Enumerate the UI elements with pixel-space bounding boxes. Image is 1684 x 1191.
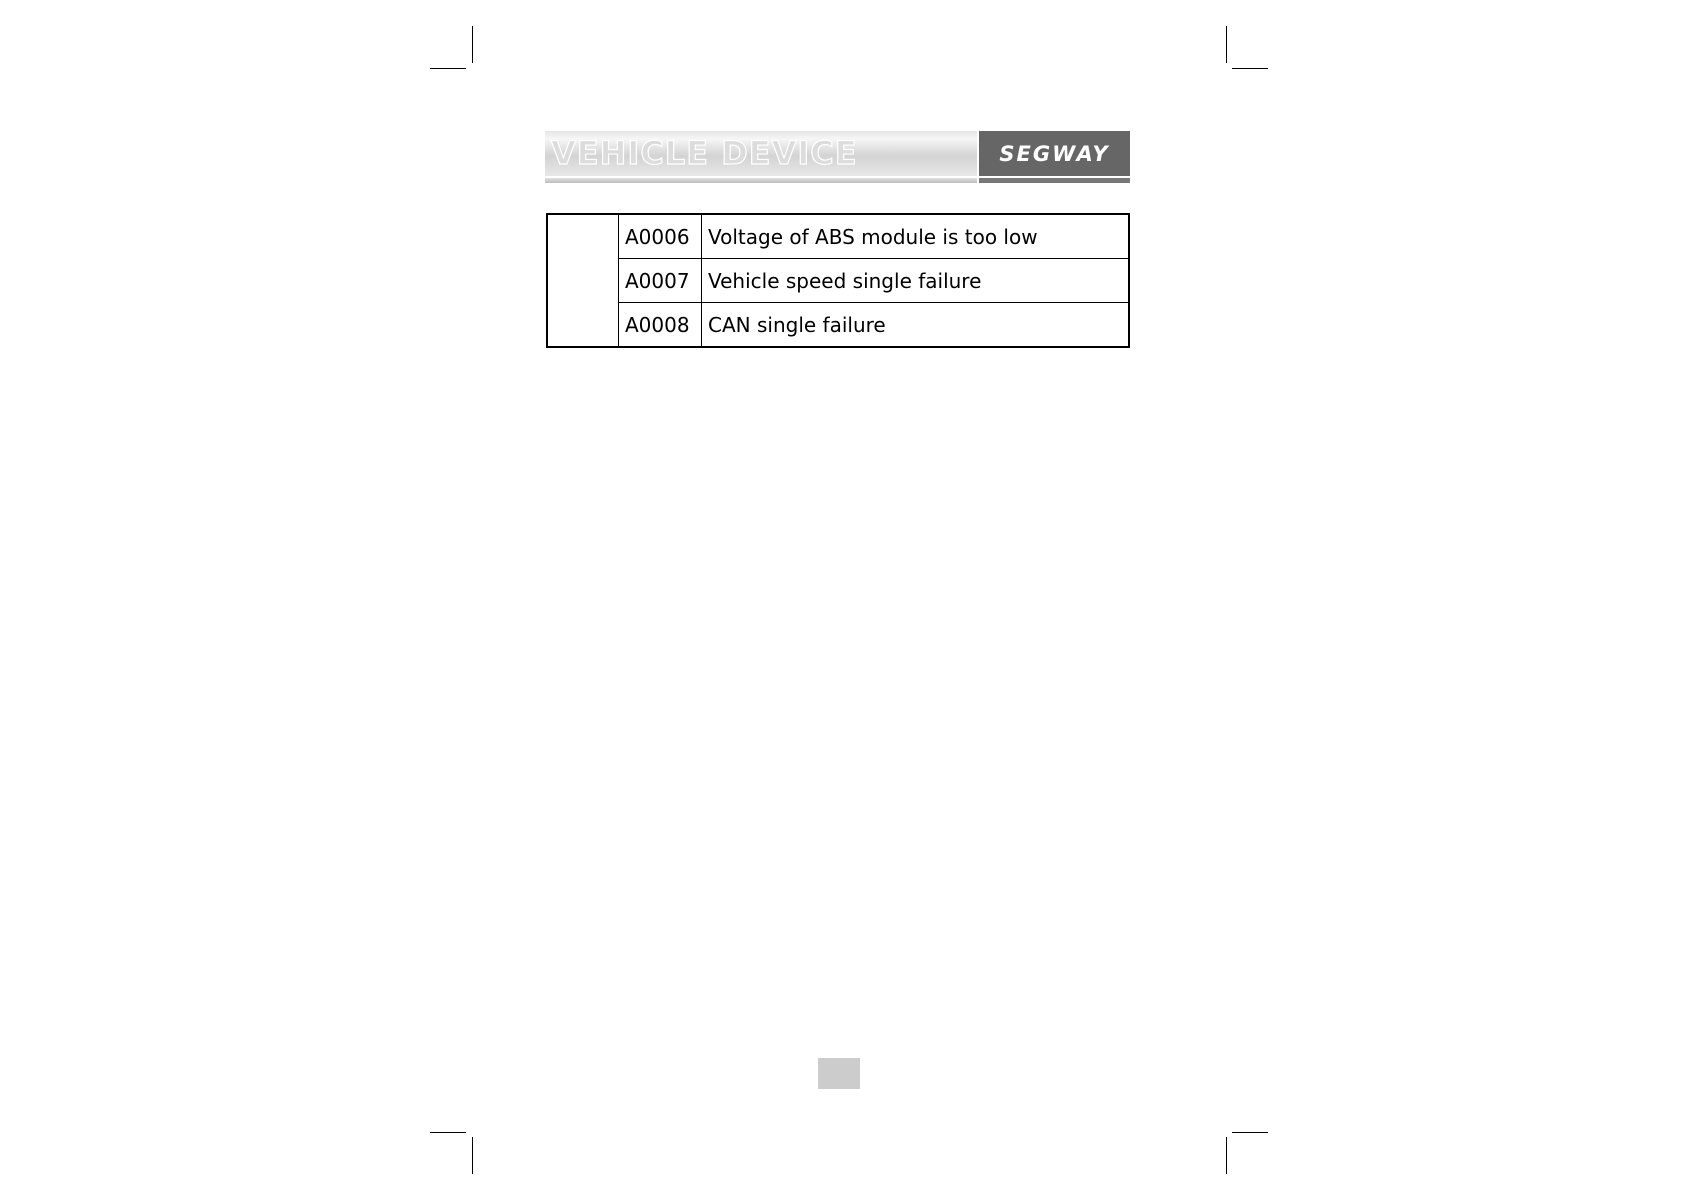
crop-mark-bottom-right-vertical: [1226, 1137, 1227, 1174]
fault-code-cell: A0008: [619, 303, 702, 348]
table-row: [547, 303, 1129, 348]
brand-underline: [979, 178, 1130, 183]
table-row: [547, 214, 1129, 259]
crop-mark-bottom-left-vertical: [472, 1137, 473, 1174]
fault-code-cell: A0006: [619, 214, 702, 259]
table-row: [547, 259, 1129, 303]
brand-logo: [979, 131, 1130, 176]
category-cell: [547, 214, 619, 347]
crop-mark-bottom-right-horizontal: [1232, 1132, 1268, 1133]
brand-logo-text: SEGWAY: [999, 141, 1110, 166]
crop-mark-top-left-horizontal: [430, 68, 466, 69]
section-title-underline: [545, 178, 977, 183]
fault-code-table: [546, 213, 1130, 348]
crop-mark-top-right-vertical: [1226, 26, 1227, 63]
page-header: [545, 131, 1130, 184]
fault-description-cell: CAN single failure: [702, 303, 1130, 348]
fault-description-cell: Vehicle speed single failure: [702, 259, 1130, 303]
section-title: VEHICLE DEVICE: [551, 134, 858, 172]
crop-mark-top-right-horizontal: [1232, 68, 1268, 69]
fault-description-cell: Voltage of ABS module is too low: [702, 214, 1130, 259]
fault-code-cell: A0007: [619, 259, 702, 303]
crop-mark-top-left-vertical: [472, 26, 473, 63]
section-title-band: [545, 131, 977, 176]
page-number-box: [818, 1058, 860, 1089]
crop-mark-bottom-left-horizontal: [430, 1132, 466, 1133]
